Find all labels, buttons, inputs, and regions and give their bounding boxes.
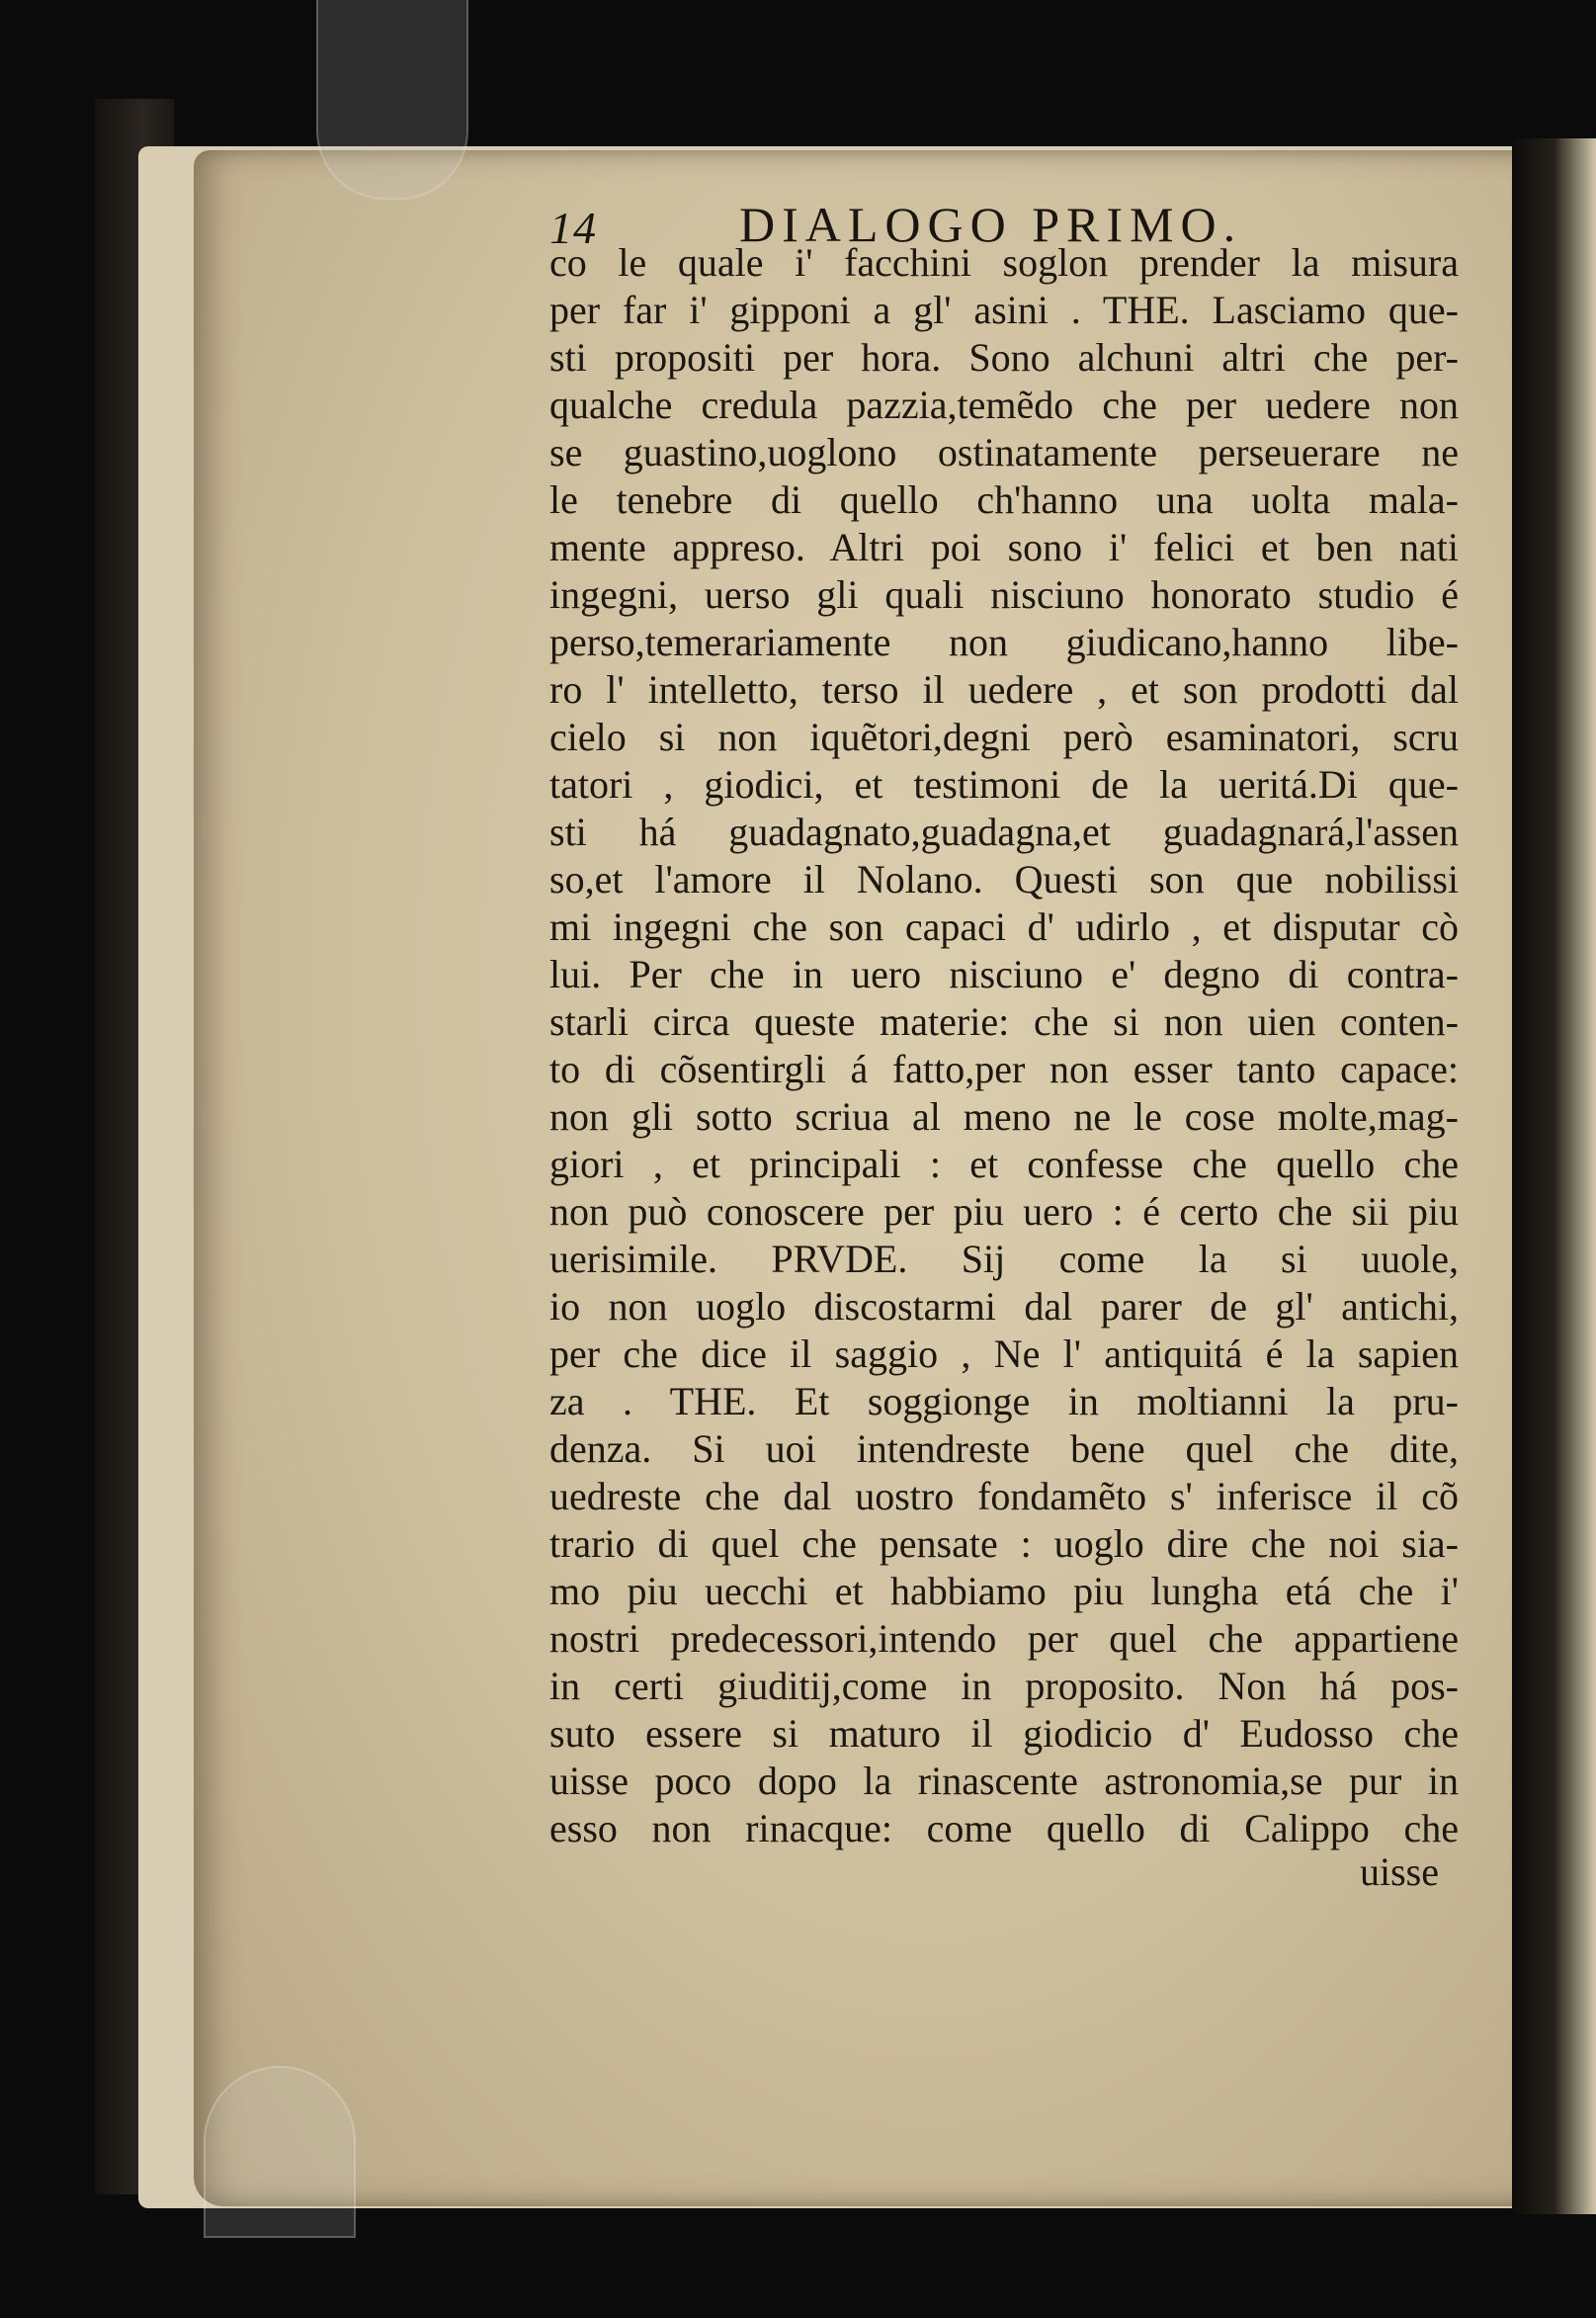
text-line: sti há guadagnato,guadagna,et guadagnará,l'assen [549,810,1459,854]
text-line: uisse poco dopo la rinascente astronomia,se pur in [549,1759,1459,1803]
text-line: in certi giuditij,come in proposito. Non há pos- [549,1664,1459,1708]
text-line: se guastino,uoglono ostinatamente perseuerare ne [549,430,1459,474]
running-title: DIALOGO PRIMO. [739,197,1243,252]
catchword: uisse [1360,1849,1439,1894]
text-line: non può conoscere per piu uero : é certo che sii piu [549,1189,1459,1234]
text-line: nostri predecessori,intendo per quel che appartiene [549,1616,1459,1661]
top-clip [316,0,468,200]
text-line: co le quale i' facchini soglon prender la misura [549,240,1459,285]
text-line: ro l' intelletto, terso il uedere , et son prodotti dal [549,667,1459,712]
text-line: starli circa queste materie: che si non uien conten- [549,999,1459,1044]
text-line: mente appreso. Altri poi sono i' felici et ben nati [549,525,1459,569]
text-line: so,et l'amore il Nolano. Questi son que nobilissi [549,857,1459,901]
text-line: le tenebre di quello ch'hanno una uolta mala- [549,477,1459,522]
text-line: denza. Si uoi intendreste bene quel che dite, [549,1426,1459,1471]
text-line: per far i' gipponi a gl' asini . THE. Lasciamo que- [549,288,1459,332]
bottom-clip [204,2066,356,2238]
text-line: perso,temerariamente non giudicano,hanno libe- [549,620,1459,664]
text-line: suto essere si maturo il giodicio d' Eudosso che [549,1711,1459,1756]
text-line: esso non rinacque: come quello di Calippo che [549,1806,1459,1850]
text-line: cielo si non iquẽtori,degni però esaminatori, scru [549,715,1459,759]
text-line: za . THE. Et soggionge in moltianni la pru- [549,1379,1459,1423]
page-number: 14 [549,203,597,253]
body-text [549,239,1459,1852]
text-line: mo piu uecchi et habbiamo piu lungha etá che i' [549,1569,1459,1613]
text-line: uerisimile. PRVDE. Sij come la si uuole, [549,1237,1459,1281]
text-line: mi ingegni che son capaci d' udirlo , et disputar cò [549,904,1459,949]
book-gutter [1512,138,1596,2214]
text-line: uedreste che dal uostro fondamẽto s' inferisce il cõ [549,1474,1459,1518]
text-line: tatori , giodici, et testimoni de la ueritá.Di que- [549,762,1459,807]
text-line: trario di quel che pensate : uoglo dire che noi sia- [549,1521,1459,1566]
text-line: non gli sotto scriua al meno ne le cose molte,mag- [549,1094,1459,1139]
text-line: qualche credula pazzia,temẽdo che per uedere non [549,383,1459,427]
text-line: lui. Per che in uero nisciuno e' degno di contra- [549,952,1459,996]
text-line: sti propositi per hora. Sono alchuni altri che per- [549,335,1459,380]
text-line: io non uoglo discostarmi dal parer de gl' antichi, [549,1284,1459,1329]
text-line: to di cõsentirgli á fatto,per non esser tanto capace: [549,1047,1459,1091]
text-line: per che dice il saggio , Ne l' antiquitá é la sapien [549,1331,1459,1376]
text-line: ingegni, uerso gli quali nisciuno honorato studio é [549,572,1459,617]
text-line: giori , et principali : et confesse che quello che [549,1142,1459,1186]
